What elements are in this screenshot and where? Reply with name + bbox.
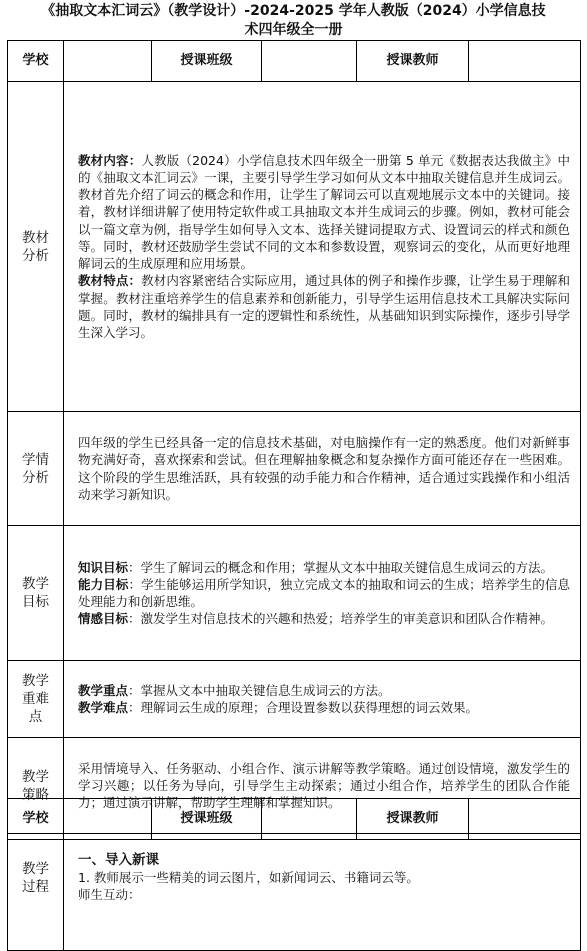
emotion-objective	[78, 610, 570, 627]
key-points-content	[64, 661, 581, 738]
document-title	[2, 2, 585, 40]
ability-objective	[78, 576, 570, 610]
objectives-row	[8, 526, 581, 661]
student-analysis-row	[8, 412, 581, 526]
student-analysis-label: 学情 分析	[8, 412, 64, 526]
key-point-title: 教学重点	[78, 682, 129, 698]
header-row-repeat	[8, 799, 581, 840]
process-heading: 一、导入新课	[78, 852, 159, 868]
objectives-content	[64, 526, 581, 661]
material-feature-text: 教材内容紧密结合实际应用，通过具体的例子和操作步骤，让学生易于理解和掌握。教材注重培养学生的信息素养和创新能力，引导学生运用信息技术工具解决实际问题。同时，教材的编排具有一定的逻辑性和系统性，从基础知识到实际操作，逐步引导学生深入学习。	[78, 273, 570, 340]
student-analysis-text: 四年级的学生已经具备一定的信息技术基础，对电脑操作有一定的熟悉度。他们对新鲜事物充满好奇，喜欢探索和尝试。但在理解抽象概念和复杂操作方面可能还存在一些困难。这个阶段的学生思维活跃，具有较强的动手能力和合作精神，适合通过实践操作和小组活动来学习新知识。	[78, 435, 570, 502]
document-title-line-2: 术四年级全一册	[244, 22, 343, 38]
material-analysis-label: 教材 分析	[8, 82, 64, 412]
strategy-text: 采用情境导入、任务驱动、小组合作、演示讲解等教学策略。通过创设情境，激发学生的学习兴趣；以任务为导向，引导学生主动探索；通过小组合作，培养学生的团队合作能力；通过演示讲解，帮助学生理解和掌握知识。	[78, 760, 570, 811]
class-label-repeat: 授课班级	[152, 799, 262, 840]
material-feature-paragraph	[78, 272, 570, 341]
teacher-value	[469, 41, 581, 82]
knowledge-objective-text: ：学生了解词云的概念和作用；掌握从文本中抽取关键信息生成词云的方法。	[128, 559, 554, 575]
emotion-objective-title: 情感目标	[78, 611, 129, 627]
emotion-objective-text: ：激发学生对信息技术的兴趣和热爱；培养学生的审美意识和团队合作精神。	[128, 611, 554, 627]
material-content-paragraph	[78, 152, 570, 272]
school-label: 学校	[8, 41, 64, 82]
lesson-plan-table	[7, 40, 581, 834]
material-feature-title: 教材特点：	[78, 273, 142, 289]
student-analysis-content	[64, 412, 581, 526]
header-row	[8, 41, 581, 82]
material-analysis-row	[8, 82, 581, 412]
process-line-2: 师生互动：	[78, 887, 141, 903]
lesson-plan-table-continued	[7, 798, 581, 951]
class-value	[262, 41, 357, 82]
ability-objective-title: 能力目标	[78, 576, 129, 592]
document-title-line-1: 《抽取文本汇词云》（教学设计）-2024-2025 学年人教版（2024）小学信息技	[41, 3, 546, 19]
objectives-label: 教学 目标	[8, 526, 64, 661]
difficult-point	[78, 699, 570, 716]
process-row	[8, 840, 581, 951]
key-points-label: 教学 重难 点	[8, 661, 64, 738]
difficult-point-text: ：理解词云生成的原理；合理设置参数以获得理想的词云效果。	[128, 700, 479, 715]
school-label-repeat: 学校	[8, 799, 64, 840]
strategy-label: 教学 策略	[8, 738, 64, 834]
class-value-repeat	[262, 799, 357, 840]
process-label: 教学 过程	[8, 840, 64, 951]
knowledge-objective-title: 知识目标	[78, 559, 129, 575]
key-point-text: ：掌握从文本中抽取关键信息生成词云的方法。	[128, 682, 391, 698]
teacher-label: 授课教师	[357, 41, 469, 82]
school-value-repeat	[64, 799, 152, 840]
material-analysis-content	[64, 82, 581, 412]
school-value	[64, 41, 152, 82]
material-content-title: 教材内容：	[78, 152, 142, 168]
knowledge-objective	[78, 559, 570, 576]
teacher-value-repeat	[469, 799, 581, 840]
ability-objective-text: ：学生能够运用所学知识，独立完成文本的抽取和词云的生成；培养学生的信息处理能力和创新思维。	[78, 576, 570, 609]
process-line-1: 1. 教师展示一些精美的词云图片，如新闻词云、书籍词云等。	[78, 870, 419, 886]
material-content-text: 人教版（2024）小学信息技术四年级全一册第 5 单元《数据表达我做主》中的《抽取文本汇词云》一课，主要引导学生学习如何从文本中抽取关键信息并生成词云。教材首先介绍了词云的概念和作用，让学生了解词云可以直观地展示文本中的关键词。接着，教材详细讲解了使用特定软件或工具抽取文本并生成词云的步骤。例如，教材可能会以一篇文章为例，指导学生如何导入文本、选择关键词提取方式、设置词云的样式和颜色等。同时，教材还鼓励学生尝试不同的文本和参数设置，观察词云的变化，从而更好地理解词云的生成原理和应用场景。	[78, 152, 570, 272]
process-content	[64, 840, 581, 951]
key-point	[78, 682, 570, 699]
difficult-point-title: 教学难点	[78, 700, 129, 715]
teacher-label-repeat: 授课教师	[357, 799, 469, 840]
class-label: 授课班级	[152, 41, 262, 82]
key-points-row	[8, 661, 581, 738]
